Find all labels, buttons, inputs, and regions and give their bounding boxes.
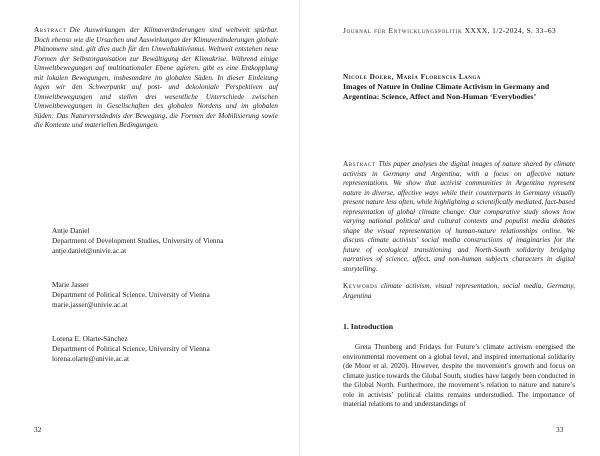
section-heading: 1. Introduction xyxy=(343,322,394,331)
author-email: marie.jasser@univie.ac.at xyxy=(52,299,128,309)
abstract-label: Abstract xyxy=(343,160,376,168)
author-affiliation: Department of Political Science, University of Vienna xyxy=(52,289,210,299)
journal-header xyxy=(343,26,573,35)
keywords-text: climate activism, visual representation, social media, Germany, Argentina xyxy=(343,282,575,300)
author-email: lorena.olarte@univie.ac.at xyxy=(52,353,130,363)
journal-issue: XXXX, 1/2-2024, S. 33–63 xyxy=(464,26,557,35)
author-affiliation: Department of Political Science, University of Vienna xyxy=(52,343,210,353)
page-number: 32 xyxy=(34,425,42,434)
page-number: 33 xyxy=(556,425,564,434)
keywords xyxy=(343,282,575,301)
keywords-label: Keywords xyxy=(343,282,378,290)
author-name: Lorena E. Olarte-Sánchez xyxy=(52,334,128,343)
intro-paragraph: Greta Thunberg and Fridays for Future’s climate activism energised the environmental movement on a global level, and inspired international solidarity (de Moor et al. 2020). However, despite the movement’s growth and focus on climate justice towards the Global South, studies have largely been conducted in the Global North. Furthermore, the movement’s relation to nature and nature’s role in activists’ political claims remains understudied. The importance of material relations to and understandings of xyxy=(343,343,575,409)
abstract-text: This paper analyses the digital images of nature shared by climate activists in Germany and Argentina, with a focus on affective nature representations. We show that activist communities in Argentina represent nature in diverse, affective ways while their counterparts in Germany visually present nature less often, while highlighting a scientifically mediated, fact-based representation of global climate change. Our comparative study shows how varying national political and cultural contexts and populist media debates shape the visual representation of human-nature relationships online. We discuss climate activists’ social media constructions of imaginaries for the future of ecological transitioning and North-South solidarity bridging narratives of science, affect, and non-human subjects characters in digital storytelling. xyxy=(343,160,575,274)
article-title: Images of Nature in Online Climate Activism in Germany and Argentina: Science, Affect and Non-Human ‘Everybodies’ xyxy=(343,82,550,101)
author-name: Marie Jasser xyxy=(52,280,89,289)
author-affiliation: Department of Development Studies, University of Vienna xyxy=(52,235,224,245)
abstract-text: Die Auswirkungen der Klimaveränderungen sind weltweit spürbar. Doch ebenso wie die Ursachen und Auswirkungen der Klimaveränderungen globale Phänomene sind, gilt dies auch für den Umweltaktivismus. Weltweit entstehen neue Formen der Selbstorganisation zur Bewältigung der Klimakrise. Während einige Umweltbewegungen auf multinationaler Ebene agieren, gibt es eine Entkopplung mit lokalen Bewegungen, insbesondere im globalen Süden. In dieser Einleitung legen wir den Schwerpunkt auf post- und dekoloniale Perspektiven auf Umweltbewegungen und stellen drei wesentliche Unterschiede zwischen Umweltbewegungen in Gesellschaften des globalen Nordens und im globalen Süden: Das Naturverständnis der Bewegung, die Formen der Mobilisierung sowie die Kontexte und materiellen Bedingungen. xyxy=(34,26,278,130)
english-abstract xyxy=(343,160,575,275)
journal-name: Journal für Entwicklungspolitik xyxy=(343,26,463,35)
author-email: antje.daniel@univie.ac.at xyxy=(52,245,127,255)
article-authors: Nicole Doerr, María Florencia Langa xyxy=(343,73,481,81)
author-name: Antje Daniel xyxy=(52,226,90,235)
abstract-label: Abstract xyxy=(34,26,67,34)
